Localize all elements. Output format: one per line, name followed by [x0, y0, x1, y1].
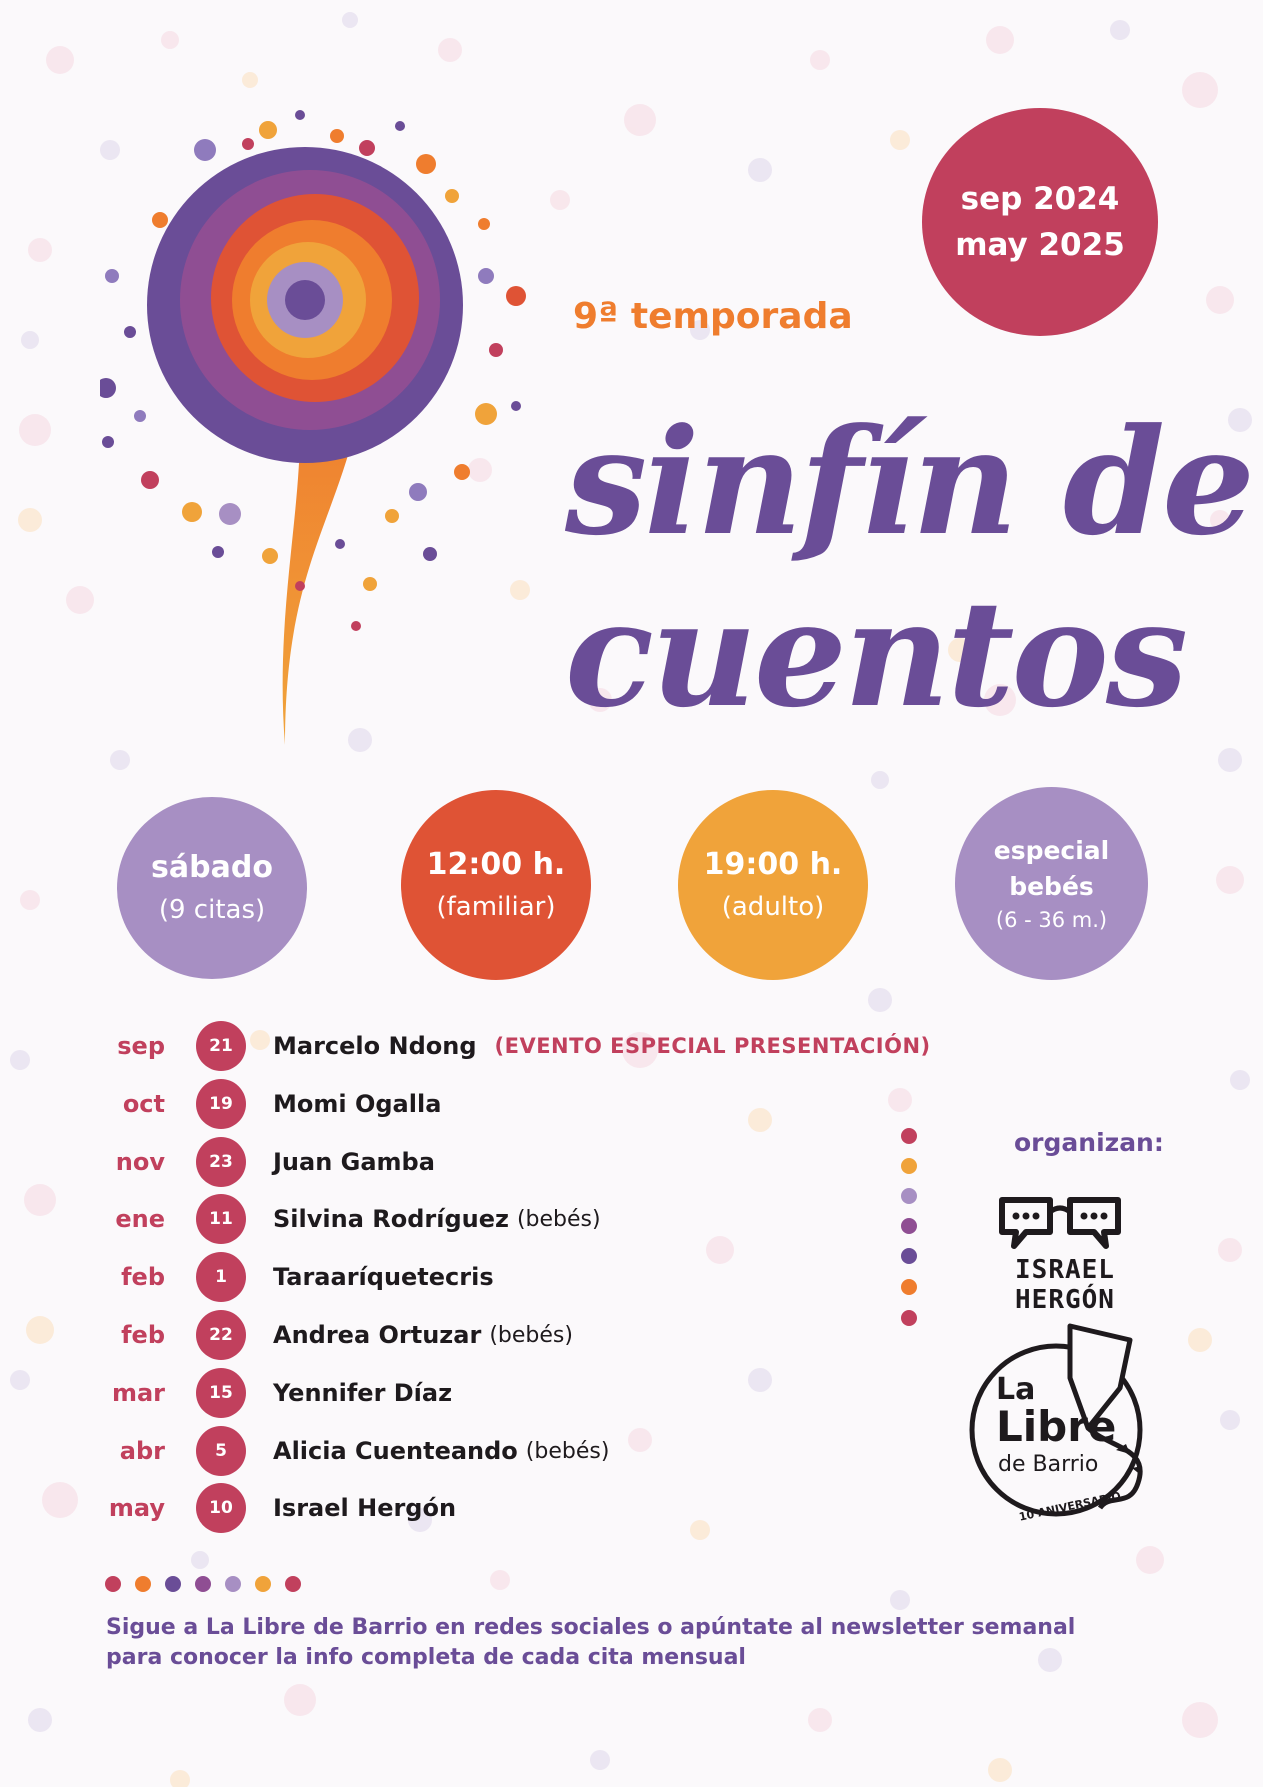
schedule-row	[100, 1482, 1000, 1534]
storyteller-name: Silvina Rodríguez	[273, 1205, 509, 1233]
storyteller-name: Alicia Cuenteando	[273, 1437, 518, 1465]
schedule-day: 5	[196, 1426, 246, 1476]
adult-time-circle	[678, 790, 868, 980]
spiral-logo	[100, 100, 530, 760]
storyteller-name: Taraaríquetecris	[273, 1263, 494, 1291]
schedule-day: 15	[196, 1368, 246, 1418]
babies-note: (bebés)	[516, 1206, 601, 1232]
family-time-circle	[401, 790, 591, 980]
schedule-row	[100, 1367, 1000, 1419]
schedule-day: 10	[196, 1483, 246, 1533]
schedule-day: 11	[196, 1194, 246, 1244]
saturday-count: (9 citas)	[158, 895, 266, 925]
schedule-month: mar	[111, 1379, 165, 1407]
schedule-row	[100, 1078, 1000, 1130]
family-time: 12:00 h.	[426, 847, 566, 882]
footer-line-2: para conocer la info completa de cada cita mensual	[106, 1645, 746, 1670]
schedule-day: 21	[196, 1021, 246, 1071]
adult-time: 19:00 h.	[703, 847, 843, 882]
schedule-row	[100, 1425, 1000, 1477]
event-title-line-1: sinfín de	[565, 397, 1253, 568]
start-date: sep 2024	[960, 181, 1120, 217]
storyteller-name: Israel Hergón	[273, 1494, 457, 1522]
schedule-row	[100, 1251, 1000, 1303]
footer-note	[106, 1613, 1106, 1673]
schedule-month: sep	[117, 1032, 165, 1060]
special-event-note: (EVENTO ESPECIAL PRESENTACIÓN)	[494, 1034, 931, 1058]
schedule-row	[100, 1193, 1000, 1245]
schedule-month: nov	[115, 1148, 165, 1176]
decorative-dot-row	[102, 1572, 312, 1596]
storyteller-name: Andrea Ortuzar	[273, 1321, 482, 1349]
schedule-row	[100, 1020, 1000, 1072]
libre-logo-libre: Libre	[996, 1402, 1117, 1451]
saturday-label: sábado	[151, 850, 273, 885]
schedule-month: abr	[119, 1437, 165, 1465]
schedule-day: 19	[196, 1079, 246, 1129]
adult-label: (adulto)	[721, 892, 825, 922]
speech-bubbles-icon	[996, 1192, 1124, 1258]
israel-hergon-logo-text: ISRAEL HERGÓN	[1015, 1255, 1115, 1315]
storyteller-name: Momi Ogalla	[273, 1090, 442, 1118]
babies-age-range: (6 - 36 m.)	[995, 907, 1108, 932]
libre-logo-la: La	[996, 1372, 1036, 1407]
season-dates-badge	[922, 108, 1158, 336]
schedule-month: ene	[115, 1205, 165, 1233]
babies-circle	[955, 787, 1148, 980]
schedule-day: 1	[196, 1252, 246, 1302]
schedule-month: oct	[122, 1090, 165, 1118]
saturday-circle	[117, 797, 307, 979]
babies-note: (bebés)	[525, 1438, 610, 1464]
babies-label-line-2: bebés	[1009, 871, 1094, 901]
libre-logo-anniversary: 10 ANIVERSARIO	[1017, 1489, 1123, 1524]
end-date: may 2025	[955, 227, 1125, 263]
schedule-row	[100, 1309, 1000, 1361]
libre-logo-barrio: de Barrio	[998, 1452, 1099, 1477]
storyteller-name: Marcelo Ndong	[273, 1032, 477, 1060]
schedule-day: 22	[196, 1310, 246, 1360]
schedule-month: feb	[121, 1321, 165, 1349]
season-label: 9ª temporada	[573, 296, 853, 337]
storyteller-name: Yennifer Díaz	[273, 1379, 453, 1407]
storyteller-name: Juan Gamba	[273, 1148, 435, 1176]
schedule-day: 23	[196, 1137, 246, 1187]
schedule-month: may	[108, 1494, 165, 1522]
schedule-month: feb	[121, 1263, 165, 1291]
schedule-row	[100, 1136, 1000, 1188]
babies-note: (bebés)	[489, 1322, 573, 1348]
event-title-line-2: cuentos	[565, 569, 1186, 740]
decorative-dot-column	[898, 1126, 922, 1336]
footer-line-1: Sigue a La Libre de Barrio en redes sociales o apúntate al newsletter semanal	[106, 1615, 1076, 1640]
babies-label-line-1: especial	[993, 835, 1110, 865]
organizers-label: organizan:	[1014, 1128, 1164, 1157]
family-label: (familiar)	[436, 892, 556, 922]
